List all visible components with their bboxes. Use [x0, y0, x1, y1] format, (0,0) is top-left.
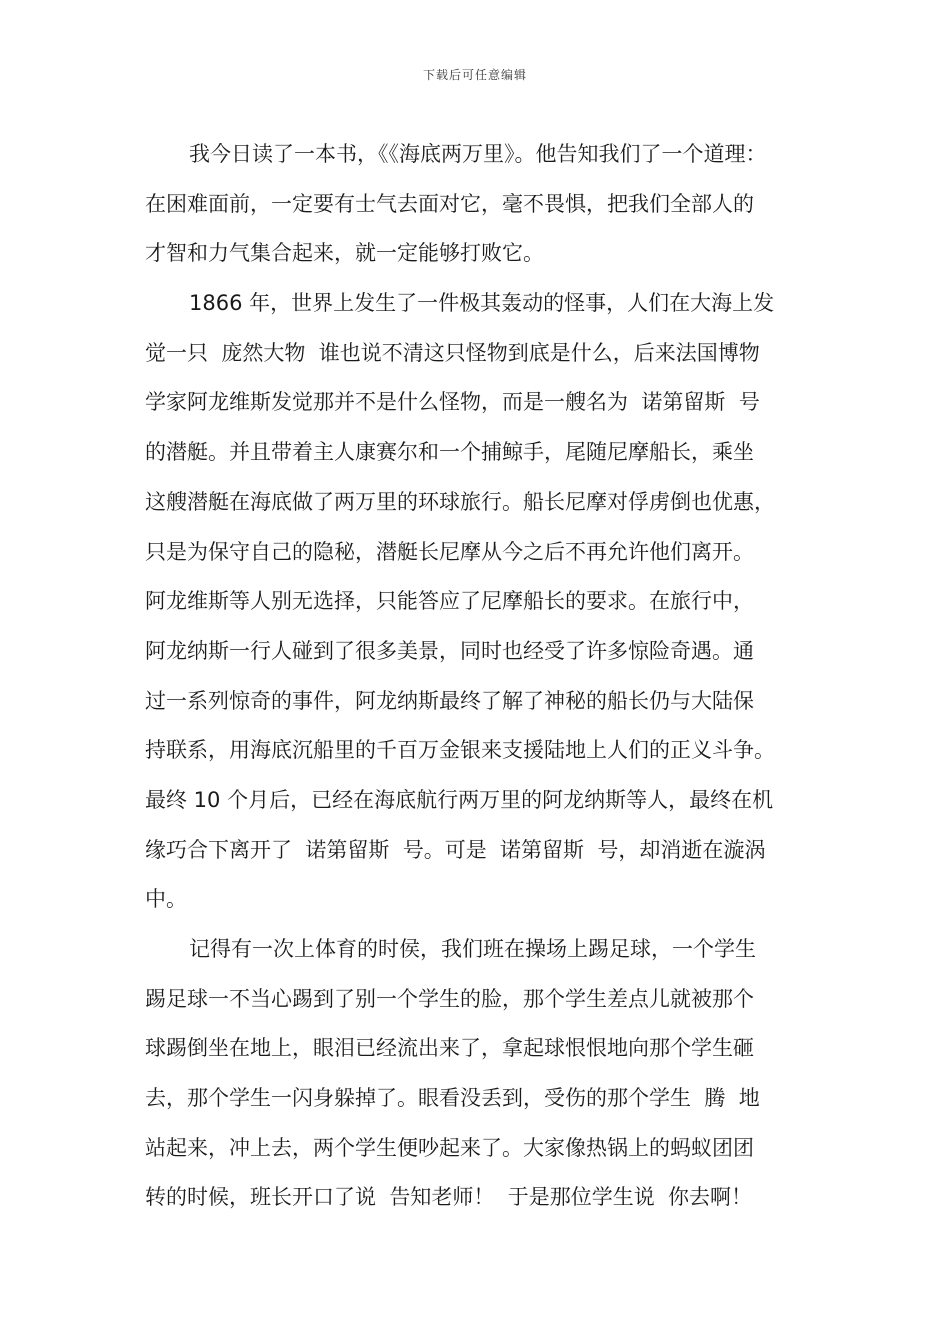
paragraph-1-line: 才智和力气集合起来，就一定能够打败它。: [145, 241, 544, 266]
paragraph-2-line: 觉一只 庞然大物 谁也说不清这只怪物到底是什么，后来法国博物: [145, 340, 760, 365]
paragraph-2-line: 只是为保守自己的隐秘，潜艇长尼摩从今之后不再允许他们离开。: [145, 539, 754, 564]
paragraph-3-line: 转的时候，班长开口了说 告知老师！ 于是那位学生说 你去啊！: [145, 1185, 753, 1210]
paragraph-2-line: 中。: [145, 887, 187, 912]
paragraph-2-line: 的潜艇。并且带着主人康赛尔和一个捕鲸手，尾随尼摩船长，乘坐: [145, 440, 754, 465]
paragraph-2-line: 持联系，用海底沉船里的千百万金银来支援陆地上人们的正义斗争。: [145, 738, 775, 763]
paragraph-3-line: 站起来，冲上去，两个学生便吵起来了。大家像热锅上的蚂蚁团团: [145, 1135, 754, 1160]
paragraph-2-line: 阿龙维斯等人别无选择，只能答应了尼摩船长的要求。在旅行中，: [145, 589, 754, 614]
paragraph-1-line: 在困难面前，一定要有士气去面对它，毫不畏惧，把我们全部人的: [145, 191, 754, 216]
document-body: [145, 130, 820, 1223]
paragraph-2-line: 1866 年，世界上发生了一件极其轰动的怪事，人们在大海上发: [189, 291, 775, 316]
paragraph-1-line: 我今日读了一本书，《《海底两万里》。他告知我们了一个道理：: [189, 142, 767, 166]
paragraph-2-line: 最终 10 个月后，已经在海底航行两万里的阿龙纳斯等人，最终在机: [145, 787, 774, 812]
header-note: 下载后可任意编辑: [422, 68, 527, 82]
paragraph-3-line: 踢足球一不当心踢到了别一个学生的脸，那个学生差点儿就被那个: [145, 986, 754, 1011]
paragraph-3-line: 球踢倒坐在地上，眼泪已经流出来了，拿起球恨恨地向那个学生砸: [145, 1036, 754, 1061]
paragraph-2-line: 这艘潜艇在海底做了两万里的环球旅行。船长尼摩对俘虏倒也优惠，: [145, 489, 775, 514]
paragraph-2-line: 过一系列惊奇的事件，阿龙纳斯最终了解了神秘的船长仍与大陆保: [145, 688, 754, 713]
paragraph-3-line: 去，那个学生一闪身躲掉了。眼看没丢到，受伤的那个学生 腾 地: [145, 1086, 760, 1111]
paragraph-3-line: 记得有一次上体育的时侯，我们班在操场上踢足球，一个学生: [189, 937, 756, 961]
paragraph-2-line: 缘巧合下离开了 诺第留斯 号。可是 诺第留斯 号，却消逝在漩涡: [145, 837, 766, 862]
paragraph-2-line: 学家阿龙维斯发觉那并不是什么怪物，而是一艘名为 诺第留斯 号: [145, 390, 760, 415]
paragraph-2-line: 阿龙纳斯一行人碰到了很多美景，同时也经受了许多惊险奇遇。通: [145, 638, 754, 663]
